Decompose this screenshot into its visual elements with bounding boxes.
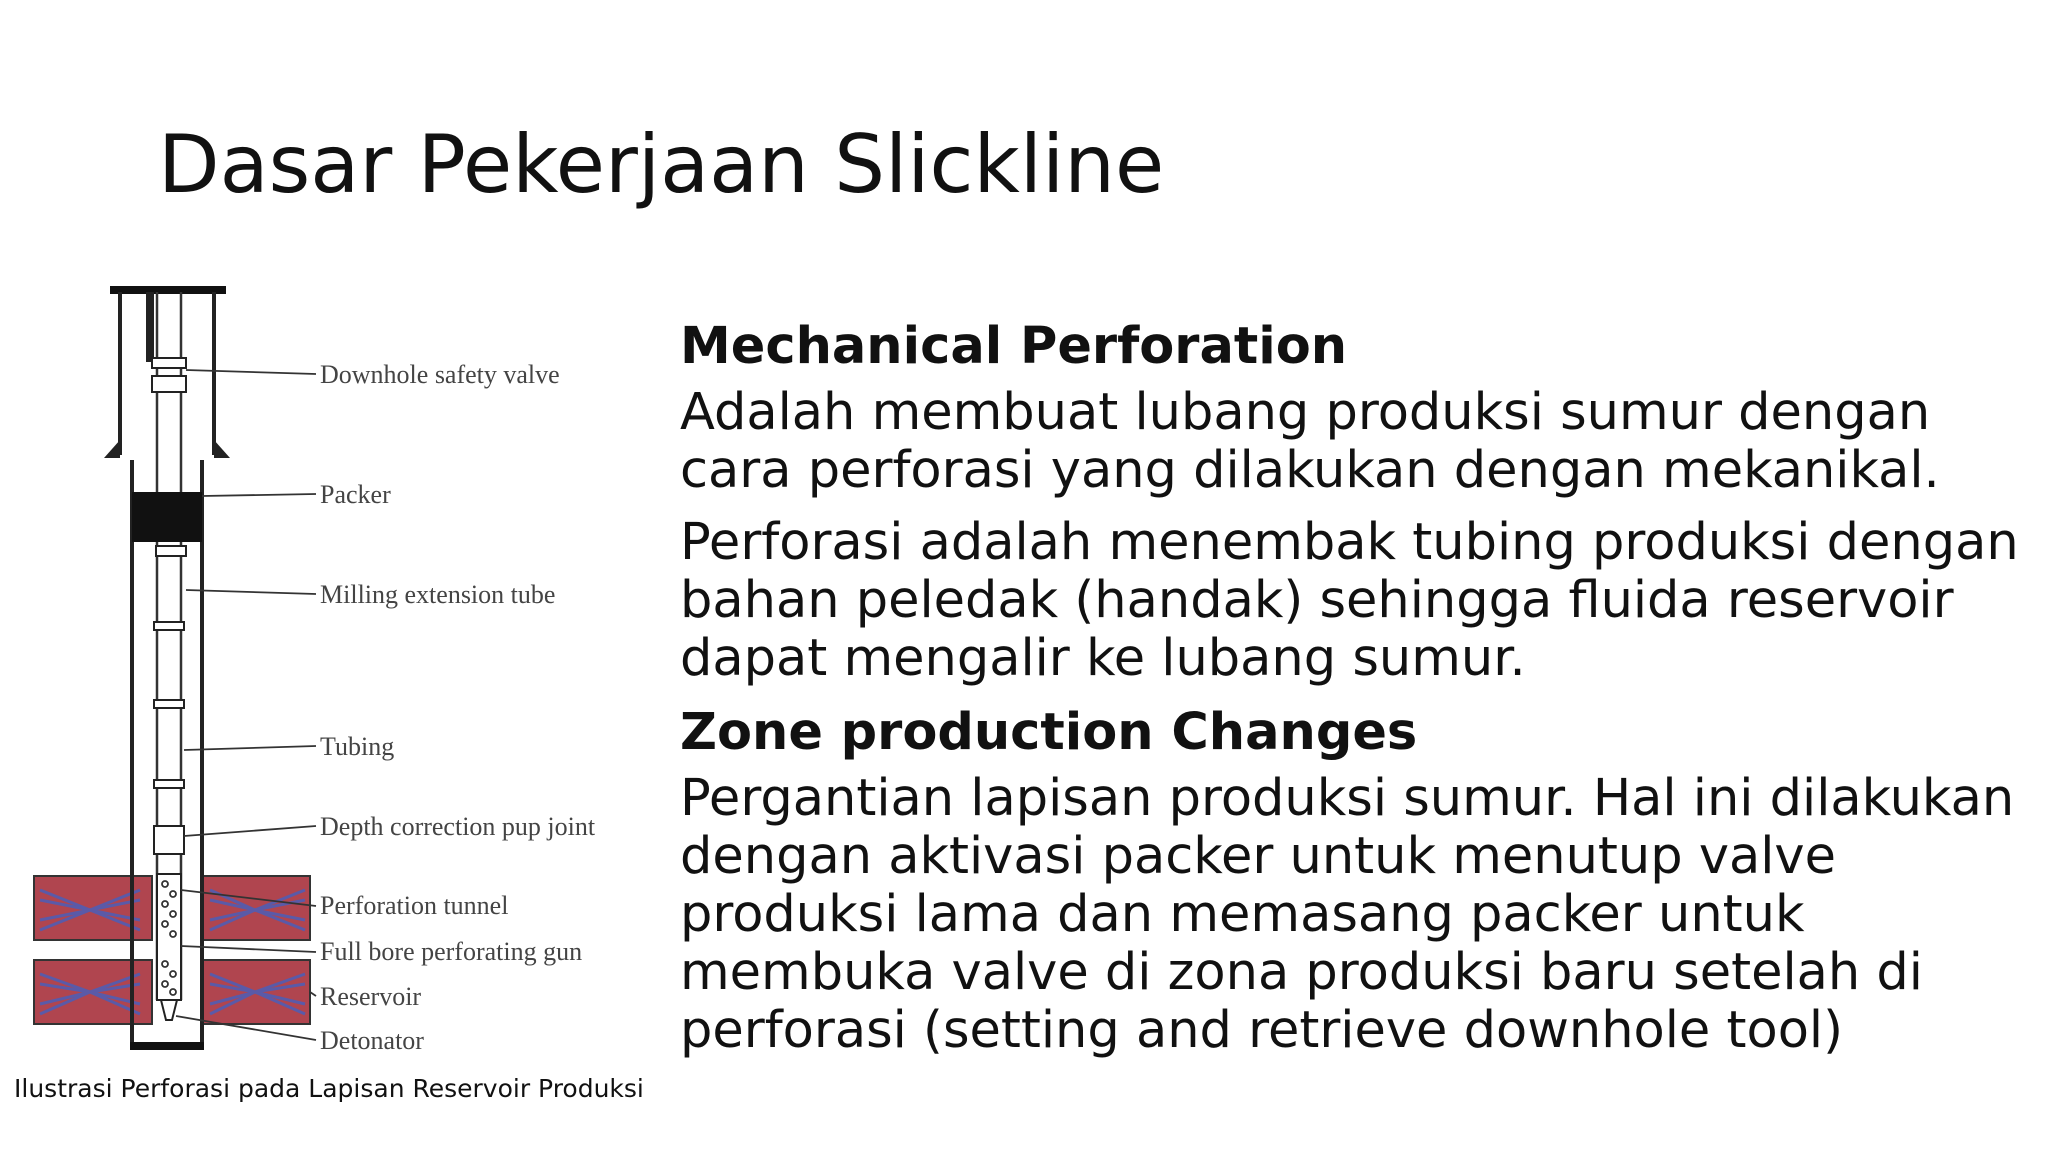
label-milling-extension-tube: Milling extension tube [320,580,556,609]
wellbore-diagram [20,270,650,1070]
label-tubing: Tubing [320,732,395,761]
content-area [680,316,2040,1074]
label-downhole-safety-valve: Downhole safety valve [320,360,560,389]
section-heading-zone-production-changes: Zone production Changes [680,703,1418,762]
label-packer: Packer [320,480,391,509]
diagram-caption: Ilustrasi Perforasi pada Lapisan Reservoir Produksi [14,1074,644,1103]
slide-title: Dasar Pekerjaan Slickline [158,118,1165,211]
label-full-bore-perforating-gun: Full bore perforating gun [320,937,583,966]
paragraph: Perforasi adalah menembak tubing produksi dengan bahan peledak (handak) sehingga fluida reservoir dapat mengalir ke lubang sumur. [680,513,2019,688]
packer-block [132,492,202,542]
label-reservoir: Reservoir [320,982,422,1011]
label-detonator: Detonator [320,1026,424,1055]
paragraph: Pergantian lapisan produksi sumur. Hal ini dilakukan dengan aktivasi packer untuk menutup valve produksi lama dan memasang packer untuk membuka valve di zona produksi baru setelah di perforasi (setting and retrieve downhole tool) [680,769,2015,1060]
paragraph: Adalah membuat lubang produksi sumur dengan cara perforasi yang dilakukan dengan mekanikal. [680,383,1940,500]
perforating-gun [157,874,181,1000]
label-perforation-tunnel: Perforation tunnel [320,891,509,920]
wellbore-svg [20,270,650,1070]
label-depth-correction-pup-joint: Depth correction pup joint [320,812,596,841]
section-heading-mechanical-perforation: Mechanical Perforation [680,317,1348,376]
wellhead-cap [110,286,226,294]
